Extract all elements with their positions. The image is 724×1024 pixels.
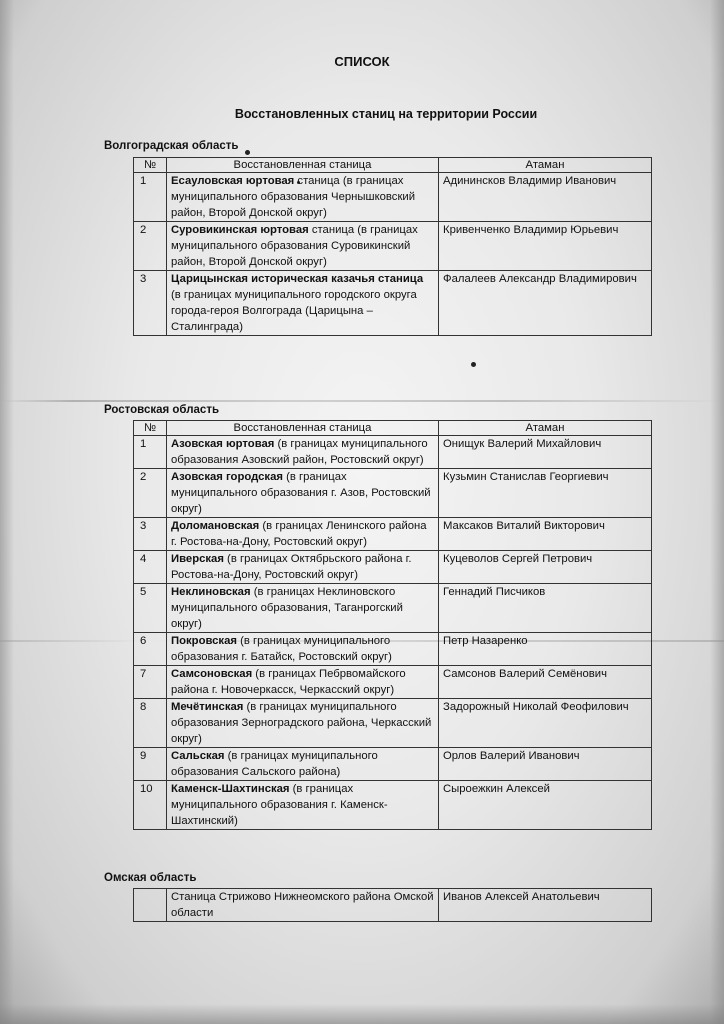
stanitsa-name: Суровикинская юртовая — [171, 224, 309, 236]
row-ataman: Задорожный Николай Феофилович — [439, 699, 652, 748]
table-row — [134, 173, 652, 222]
row-ataman: Геннадий Писчиков — [439, 584, 652, 633]
region-heading-rostov: Ростовская область — [104, 404, 220, 416]
stanitsa-name: Сальская — [171, 750, 225, 762]
row-stanitsa — [167, 889, 439, 922]
stanitsa-desc: (в границах Неклиновского муниципального образования, Таганрогский округ) — [171, 586, 403, 630]
table-row — [134, 584, 652, 633]
row-stanitsa — [167, 436, 439, 469]
region-heading-volgograd: Волгоградская область — [104, 140, 239, 152]
region-heading-omsk: Омская область — [104, 872, 197, 884]
stanitsa-name: Неклиновская — [171, 586, 251, 598]
document-subtitle: Восстановленных станиц на территории России — [234, 107, 538, 121]
table-row — [134, 222, 652, 271]
table-omsk — [133, 888, 652, 922]
stanitsa-desc: (в границах Октябрьского района г. Ростова-на-Дону, Ростовский округ) — [171, 553, 412, 581]
table-row — [134, 633, 652, 666]
row-stanitsa — [167, 781, 439, 830]
row-stanitsa — [167, 699, 439, 748]
table-row — [134, 889, 652, 922]
header-stanitsa: Восстановленная станица — [167, 158, 439, 173]
row-num: 3 — [134, 271, 167, 336]
row-num — [134, 889, 167, 922]
row-num: 6 — [134, 633, 167, 666]
table-row — [134, 666, 652, 699]
stanitsa-desc: (в границах Ленинского района г. Ростова-на-Дону, Ростовский округ) — [171, 520, 427, 548]
row-stanitsa — [167, 584, 439, 633]
row-ataman: Петр Назаренко — [439, 633, 652, 666]
stanitsa-desc: (в границах муниципального городского округа города-героя Волгограда (Царицына – Сталинграда) — [171, 289, 417, 333]
row-ataman: Максаков Виталий Викторович — [439, 518, 652, 551]
row-ataman: Кривенченко Владимир Юрьевич — [439, 222, 652, 271]
table-header-row — [134, 158, 652, 173]
row-stanitsa — [167, 518, 439, 551]
stanitsa-desc: Станица Стрижово Нижнеомского района Омской области — [171, 891, 434, 919]
stanitsa-name: Мечётинская — [171, 701, 244, 713]
stanitsa-name: Царицынская историческая казачья станица — [171, 273, 424, 285]
stanitsa-desc: (в границах муниципального образования г. Азов, Ростовский округ) — [171, 471, 431, 515]
row-ataman: Фалалеев Александр Владимирович — [439, 271, 652, 336]
header-num: № — [134, 421, 167, 436]
row-ataman: Орлов Валерий Иванович — [439, 748, 652, 781]
table-row — [134, 551, 652, 584]
header-ataman: Атаман — [439, 158, 652, 173]
table-row — [134, 469, 652, 518]
stanitsa-desc: (в границах Пебрвомайского района г. Новочеркасск, Черкасский округ) — [171, 668, 406, 696]
stanitsa-name: Азовская городская — [171, 471, 283, 483]
row-ataman: Онищук Валерий Михайлович — [439, 436, 652, 469]
row-num: 4 — [134, 551, 167, 584]
table-row — [134, 699, 652, 748]
table-row — [134, 748, 652, 781]
row-ataman: Адининсков Владимир Иванович — [439, 173, 652, 222]
row-num: 8 — [134, 699, 167, 748]
row-num: 2 — [134, 222, 167, 271]
table-header-row — [134, 421, 652, 436]
table-row — [134, 436, 652, 469]
document-title: СПИСОК — [334, 54, 390, 69]
row-stanitsa — [167, 173, 439, 222]
stanitsa-name: Иверская — [171, 553, 224, 565]
stanitsa-desc: (в границах муниципального образования г. Батайск, Ростовский округ) — [171, 635, 392, 663]
row-num: 1 — [134, 173, 167, 222]
header-num: № — [134, 158, 167, 173]
row-stanitsa — [167, 271, 439, 336]
stanitsa-name: Азовская юртовая — [171, 438, 275, 450]
row-stanitsa — [167, 666, 439, 699]
stanitsa-desc: станица (в границах муниципального образования Суровикинский район, Второй Донской округ) — [171, 224, 418, 268]
row-ataman: Сыроежкин Алексей — [439, 781, 652, 830]
row-num: 2 — [134, 469, 167, 518]
row-num: 10 — [134, 781, 167, 830]
row-num: 7 — [134, 666, 167, 699]
row-stanitsa — [167, 748, 439, 781]
row-num: 5 — [134, 584, 167, 633]
table-row — [134, 271, 652, 336]
row-num: 9 — [134, 748, 167, 781]
stanitsa-desc: станица (в границах муниципального образования Чернышковский район, Второй Донской округ) — [171, 175, 416, 219]
stanitsa-desc: (в границах муниципального образования Сальского района) — [171, 750, 378, 778]
stanitsa-desc: (в границах муниципального образования Азовский район, Ростовский округ) — [171, 438, 428, 466]
row-stanitsa — [167, 469, 439, 518]
row-stanitsa — [167, 633, 439, 666]
header-ataman: Атаман — [439, 421, 652, 436]
stanitsa-name: Есауловская юртовая — [171, 175, 295, 187]
table-rostov — [133, 420, 652, 830]
row-ataman: Иванов Алексей Анатольевич — [439, 889, 652, 922]
stanitsa-name: Доломановская — [171, 520, 260, 532]
table-volgograd — [133, 157, 652, 336]
row-ataman: Куцеволов Сергей Петрович — [439, 551, 652, 584]
stanitsa-desc: (в границах муниципального образования г. Каменск-Шахтинский) — [171, 783, 388, 827]
stanitsa-name: Покровская — [171, 635, 237, 647]
table-row — [134, 518, 652, 551]
row-ataman: Самсонов Валерий Семёнович — [439, 666, 652, 699]
stanitsa-desc: (в границах муниципального образования Зерноградского района, Черкасский округ) — [171, 701, 432, 745]
table-row — [134, 781, 652, 830]
row-stanitsa — [167, 222, 439, 271]
row-ataman: Кузьмин Станислав Георгиевич — [439, 469, 652, 518]
stanitsa-name: Каменск-Шахтинская — [171, 783, 290, 795]
header-stanitsa: Восстановленная станица — [167, 421, 439, 436]
row-num: 3 — [134, 518, 167, 551]
row-stanitsa — [167, 551, 439, 584]
row-num: 1 — [134, 436, 167, 469]
stanitsa-name: Самсоновская — [171, 668, 253, 680]
